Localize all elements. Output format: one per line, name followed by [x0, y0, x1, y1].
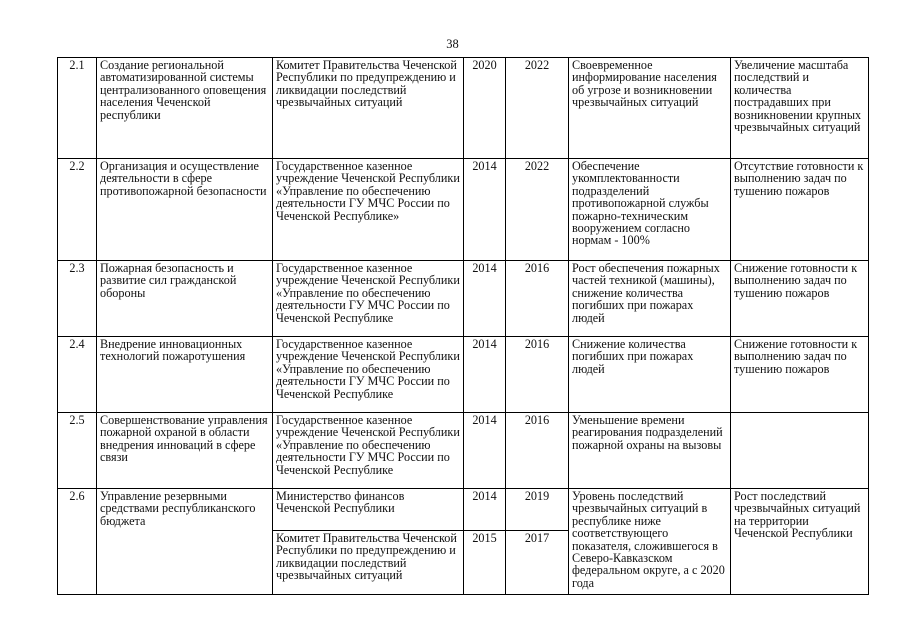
table-row [58, 261, 869, 337]
end-year-cell: 2019 [506, 489, 569, 531]
consequence-cell [731, 413, 869, 489]
end-year-cell: 2017 [506, 531, 569, 595]
start-year-cell: 2014 [464, 261, 506, 337]
start-year-cell: 2014 [464, 413, 506, 489]
consequence-cell: Увеличение масштаба последствий и количества пострадавших при возникновении крупных чрезвычайных ситуаций [731, 58, 869, 159]
executor-cell: Государственное казенное учреждение Чеченской Республики «Управление по обеспечению деятельности ГУ МЧС России по Чеченской Республике [273, 413, 464, 489]
activity-cell: Организация и осуществление деятельности в сфере противопожарной безопасности [97, 159, 273, 261]
consequence-cell: Рост последствий чрезвычайных ситуаций на территории Чеченской Республики [731, 489, 869, 595]
table-row [58, 337, 869, 413]
activity-cell: Внедрение инновационных технологий пожаротушения [97, 337, 273, 413]
table-row [58, 58, 869, 159]
expected-result-cell: Уменьшение времени реагирования подразделений пожарной охраны на вызовы [569, 413, 731, 489]
activity-cell: Совершенствование управления пожарной охраной в области внедрения инноваций в сфере связи [97, 413, 273, 489]
start-year-cell: 2014 [464, 489, 506, 531]
executor-cell: Государственное казенное учреждение Чеченской Республики «Управление по обеспечению деятельности ГУ МЧС России по Чеченской Республике [273, 261, 464, 337]
table-row [58, 413, 869, 489]
table-row [58, 159, 869, 261]
start-year-cell: 2020 [464, 58, 506, 159]
consequence-cell: Отсутствие готовности к выполнению задач по тушению пожаров [731, 159, 869, 261]
executor-cell: Комитет Правительства Чеченской Республики по предупреждению и ликвидации последствий чрезвычайных ситуаций [273, 58, 464, 159]
row-number: 2.4 [58, 337, 97, 413]
consequence-cell: Снижение готовности к выполнению задач по тушению пожаров [731, 337, 869, 413]
consequence-cell: Снижение готовности к выполнению задач по тушению пожаров [731, 261, 869, 337]
expected-result-cell: Обеспечение укомплектованности подразделений противопожарной службы пожарно-техническим вооружением согласно нормам - 100% [569, 159, 731, 261]
start-year-cell: 2014 [464, 337, 506, 413]
end-year-cell: 2016 [506, 261, 569, 337]
executor-cell: Комитет Правительства Чеченской Республики по предупреждению и ликвидации последствий чрезвычайных ситуаций [273, 531, 464, 595]
row-number: 2.2 [58, 159, 97, 261]
row-number: 2.1 [58, 58, 97, 159]
expected-result-cell: Уровень последствий чрезвычайных ситуаций в республике ниже соответствующего показателя, сложившегося в Северо-Кавказском федеральном округе, а с 2020 года [569, 489, 731, 595]
activity-cell: Управление резервными средствами республиканского бюджета [97, 489, 273, 595]
row-number: 2.6 [58, 489, 97, 595]
row-number: 2.3 [58, 261, 97, 337]
activity-cell: Пожарная безопасность и развитие сил гражданской обороны [97, 261, 273, 337]
end-year-cell: 2016 [506, 413, 569, 489]
end-year-cell: 2022 [506, 58, 569, 159]
executor-cell: Государственное казенное учреждение Чеченской Республики «Управление по обеспечению деятельности ГУ МЧС России по Чеченской Республике [273, 337, 464, 413]
row-number: 2.5 [58, 413, 97, 489]
expected-result-cell: Своевременное информирование населения об угрозе и возникновении чрезвычайных ситуаций [569, 58, 731, 159]
expected-result-cell: Рост обеспечения пожарных частей техникой (машины), снижение количества погибших при пожарах людей [569, 261, 731, 337]
end-year-cell: 2016 [506, 337, 569, 413]
executor-cell: Государственное казенное учреждение Чеченской Республики «Управление по обеспечению деятельности ГУ МЧС России по Чеченской Республике» [273, 159, 464, 261]
start-year-cell: 2015 [464, 531, 506, 595]
start-year-cell: 2014 [464, 159, 506, 261]
table-row [58, 489, 869, 531]
expected-result-cell: Снижение количества погибших при пожарах людей [569, 337, 731, 413]
page-number: 38 [446, 37, 459, 51]
program-activities-table [57, 57, 869, 595]
activity-cell: Создание региональной автоматизированной системы централизованного оповещения населения Чеченской республики [97, 58, 273, 159]
end-year-cell: 2022 [506, 159, 569, 261]
executor-cell: Министерство финансов Чеченской Республики [273, 489, 464, 531]
